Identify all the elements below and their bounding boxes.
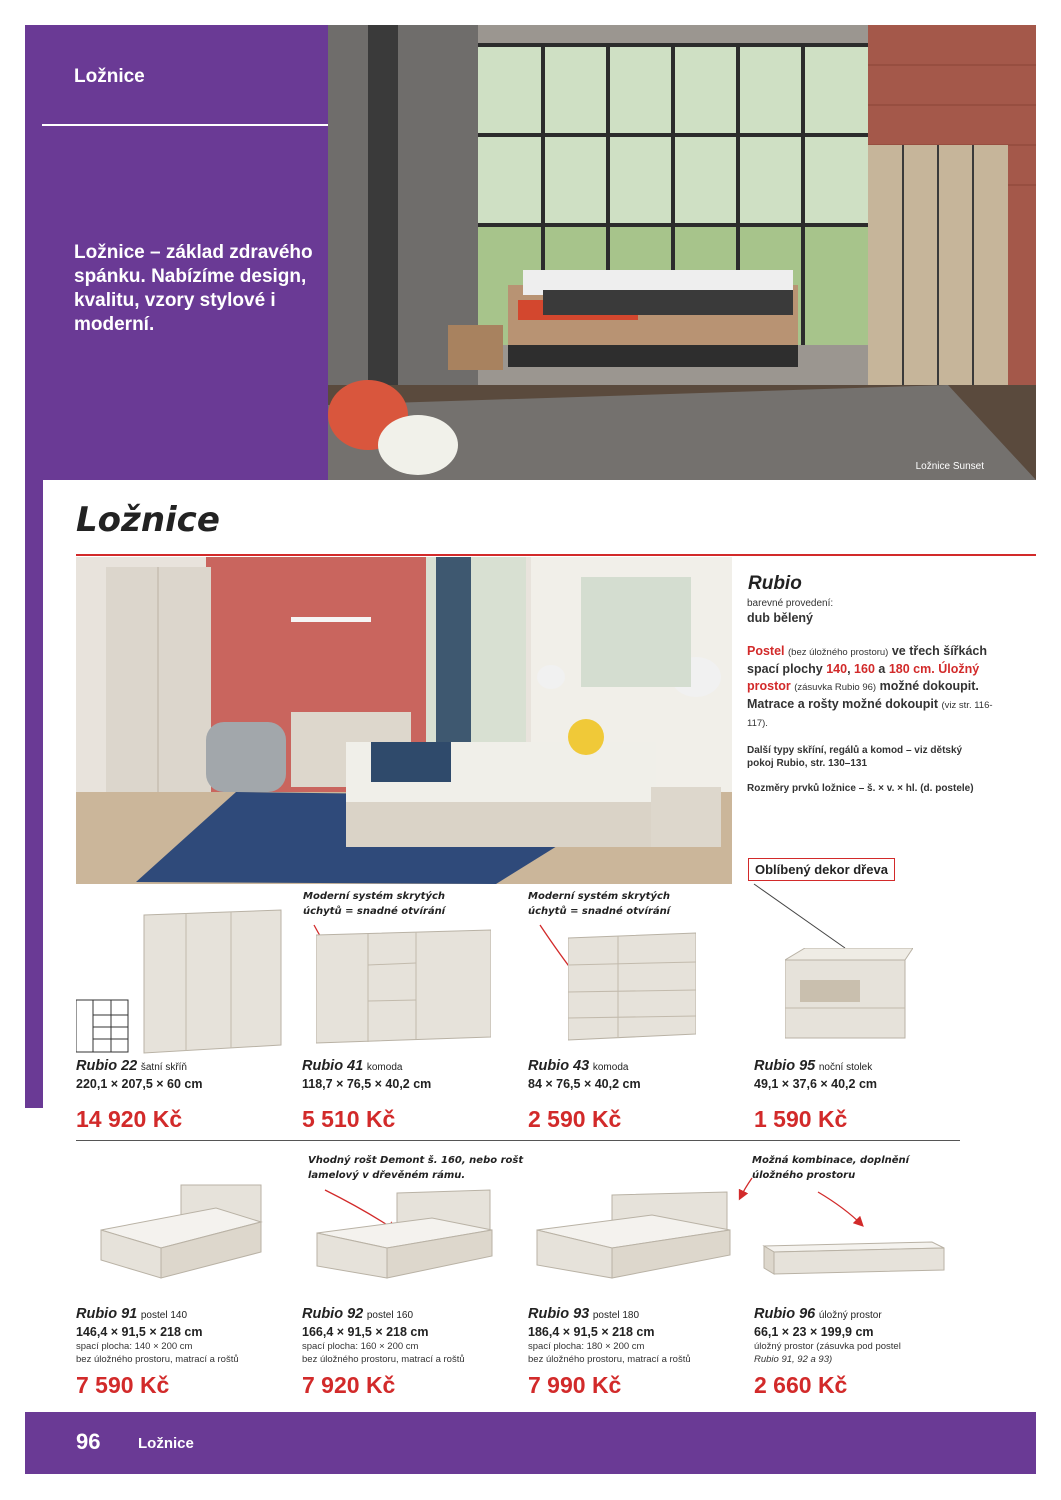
wardrobe-image	[76, 905, 286, 1055]
arrow-combo-right	[818, 1192, 862, 1225]
product-rubio-92-name: Rubio 92 postel 160	[302, 1306, 414, 1322]
bed-label: Postel	[747, 644, 785, 658]
bed-92-image	[312, 1188, 497, 1283]
product-rubio-93-price: 7 990 Kč	[528, 1372, 622, 1398]
dresser-43-image	[568, 930, 696, 1042]
dresser-41-image	[316, 925, 491, 1045]
product-rubio-41-price: 5 510 Kč	[302, 1106, 396, 1132]
product-rubio-91-name: Rubio 91 postel 140	[76, 1306, 188, 1322]
product-rubio-41-name: Rubio 41 komoda	[302, 1058, 403, 1074]
color-label: barevné provedení:	[747, 598, 834, 609]
header-claim: Ložnice – základ zdravého spánku. Nabízíme design, kvalitu, vzory stylové i moderní.	[74, 242, 313, 335]
favorite-decor-badge: Oblíbený dekor dřeva	[748, 858, 895, 881]
note-slat: Vhodný rošt Demont š. 160, nebo rošt lamelový v dřevěném rámu.	[308, 1155, 524, 1181]
bed-note: (bez úložného prostoru)	[788, 647, 889, 658]
product-rubio-41-dims: 118,7 × 76,5 × 40,2 cm	[302, 1077, 432, 1091]
mattress-ref: (viz str. 116-117).	[747, 700, 993, 729]
width-and: a	[878, 662, 886, 676]
product-rubio-22-name: Rubio 22 šatní skříň	[76, 1058, 187, 1074]
product-rubio-91-note: bez úložného prostoru, matrací a roštů	[76, 1354, 239, 1365]
note-handles-2: Moderní systém skrytých úchytů = snadné otvírání	[528, 891, 671, 917]
row-divider	[76, 1140, 960, 1141]
product-rubio-43-name: Rubio 43 komoda	[528, 1058, 629, 1074]
product-rubio-93-sleep-area: spací plocha: 180 × 200 cm	[528, 1341, 645, 1352]
storage-drawer-image	[762, 1238, 947, 1278]
product-rubio-91-sleep-area: spací plocha: 140 × 200 cm	[76, 1341, 193, 1352]
product-rubio-91-dims: 146,4 × 91,5 × 218 cm	[76, 1325, 203, 1339]
page-number: 96	[76, 1429, 101, 1454]
arrow-combo-left	[740, 1178, 752, 1198]
product-rubio-96-dims: 66,1 × 23 × 199,9 cm	[754, 1325, 874, 1339]
product-rubio-93-dims: 186,4 × 91,5 × 218 cm	[528, 1325, 655, 1339]
width-sep: ,	[847, 662, 851, 676]
product-rubio-92-note: bez úložného prostoru, matrací a roštů	[302, 1354, 465, 1365]
info-title: Rubio	[748, 573, 802, 594]
product-rubio-43-price: 2 590 Kč	[528, 1106, 622, 1132]
product-rubio-96-price: 2 660 Kč	[754, 1372, 848, 1398]
storage-text: možné dokoupit. Matrace a rošty možné dokoupit	[747, 679, 979, 711]
product-rubio-92-sleep-area: spací plocha: 160 × 200 cm	[302, 1341, 419, 1352]
width-180: 180 cm.	[888, 662, 935, 676]
product-rubio-95-price: 1 590 Kč	[754, 1106, 848, 1132]
product-rubio-43-dims: 84 × 76,5 × 40,2 cm	[528, 1077, 641, 1091]
storage-label: Úložný prostor	[747, 662, 980, 693]
bed-widths-text: ve třech šířkách spací plochy	[747, 644, 988, 676]
product-rubio-91-price: 7 590 Kč	[76, 1372, 170, 1398]
product-rubio-22-price: 14 920 Kč	[76, 1106, 183, 1132]
product-rubio-93-name: Rubio 93 postel 180	[528, 1306, 640, 1322]
favorite-connector	[754, 884, 845, 948]
product-rubio-92-dims: 166,4 × 91,5 × 218 cm	[302, 1325, 429, 1339]
header-title: Ložnice	[74, 66, 145, 87]
product-rubio-96-name: Rubio 96 úložný prostor	[754, 1306, 882, 1322]
width-140: 140	[826, 662, 848, 676]
product-rubio-95-dims: 49,1 × 37,6 × 40,2 cm	[754, 1077, 878, 1091]
product-rubio-95-name: Rubio 95 noční stolek	[754, 1058, 873, 1074]
color-value: dub bělený	[747, 611, 813, 625]
section-title: Ložnice	[76, 500, 220, 540]
note-combo: Možná kombinace, doplnění úložného prostoru	[752, 1155, 910, 1181]
product-rubio-96-desc: úložný prostor (zásuvka pod postel	[754, 1341, 901, 1352]
product-rubio-92-price: 7 920 Kč	[302, 1372, 396, 1398]
nightstand-image	[785, 948, 913, 1043]
product-rubio-22-dims: 220,1 × 207,5 × 60 cm	[76, 1077, 203, 1091]
storage-note: (zásuvka Rubio 96)	[794, 682, 877, 693]
width-160: 160	[854, 662, 875, 676]
bed-93-image	[532, 1190, 732, 1282]
info-other-types: Další typy skříní, regálů a komod – viz dětský pokoj Rubio, str. 130–131	[747, 745, 963, 769]
info-dimensions-note: Rozměry prvků ložnice – š. × v. × hl. (d. postele)	[747, 783, 974, 794]
bed-91-image	[96, 1180, 266, 1288]
product-rubio-93-note: bez úložného prostoru, matrací a roštů	[528, 1354, 691, 1365]
hero-caption: Ložnice Sunset	[915, 461, 984, 472]
note-handles-1: Moderní systém skrytých úchytů = snadné otvírání	[303, 891, 446, 917]
footer-section: Ložnice	[138, 1435, 194, 1452]
product-rubio-96-compat: Rubio 91, 92 a 93)	[754, 1354, 833, 1365]
